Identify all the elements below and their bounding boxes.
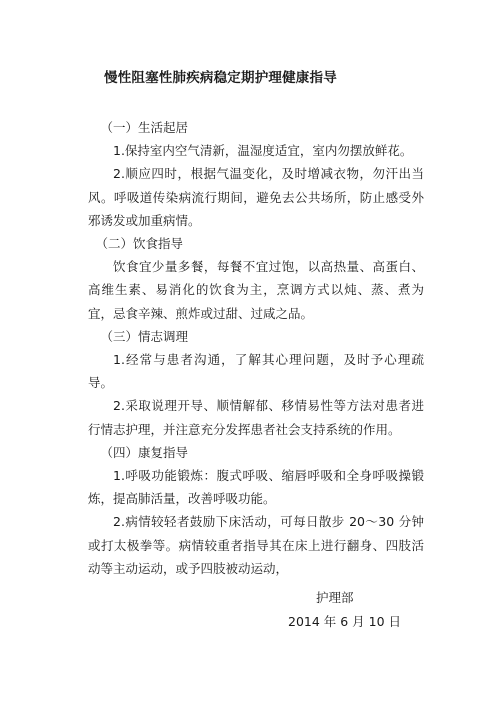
document-title: 慢性阻塞性肺疾病稳定期护理健康指导	[104, 70, 337, 86]
section-heading-emotion: （三）情志调理	[100, 328, 189, 344]
paragraph: 1.呼吸功能锻炼：腹式呼吸、缩唇呼吸和全身呼吸操锻炼，提高肺活量，改善呼吸功能。	[88, 468, 424, 507]
paragraph: 饮食宜少量多餐，每餐不宜过饱，以高热量、高蛋白、高维生素、易消化的饮食为主，烹调方式以炖、蒸、煮为宜，忌食辛辣、煎炸或过甜、过咸之品。	[88, 259, 424, 321]
signature-date: 2014 年 6 月 10 日	[288, 614, 402, 629]
document-body	[88, 116, 424, 580]
section-heading-rehab: （四）康复指导	[100, 444, 189, 460]
paragraph: 2.采取说理开导、顺情解郁、移情易性等方法对患者进行情志护理，并注意充分发挥患者社会支持系统的作用。	[88, 398, 424, 437]
paragraph: 2.病情较轻者鼓励下床活动，可每日散步 20～30 分钟或打太极拳等。病情较重者指导其在床上进行翻身、四肢活动等主动运动，或予四肢被动运动，	[88, 514, 424, 576]
signature-department: 护理部	[316, 590, 354, 605]
paragraph: 2.顺应四时，根据气温变化，及时增减衣物，勿汗出当风。呼吸道传染病流行期间，避免去公共场所，防止感受外邪诱发或加重病情。	[88, 166, 424, 228]
section-heading-living: （一）生活起居	[100, 120, 189, 135]
section-heading-diet: （二）饮食指导	[95, 236, 184, 252]
paragraph: 1.保持室内空气清新，温湿度适宜，室内勿摆放鲜花。	[113, 143, 413, 159]
paragraph: 1.经常与患者沟通，了解其心理问题，及时予心理疏导。	[88, 352, 424, 391]
